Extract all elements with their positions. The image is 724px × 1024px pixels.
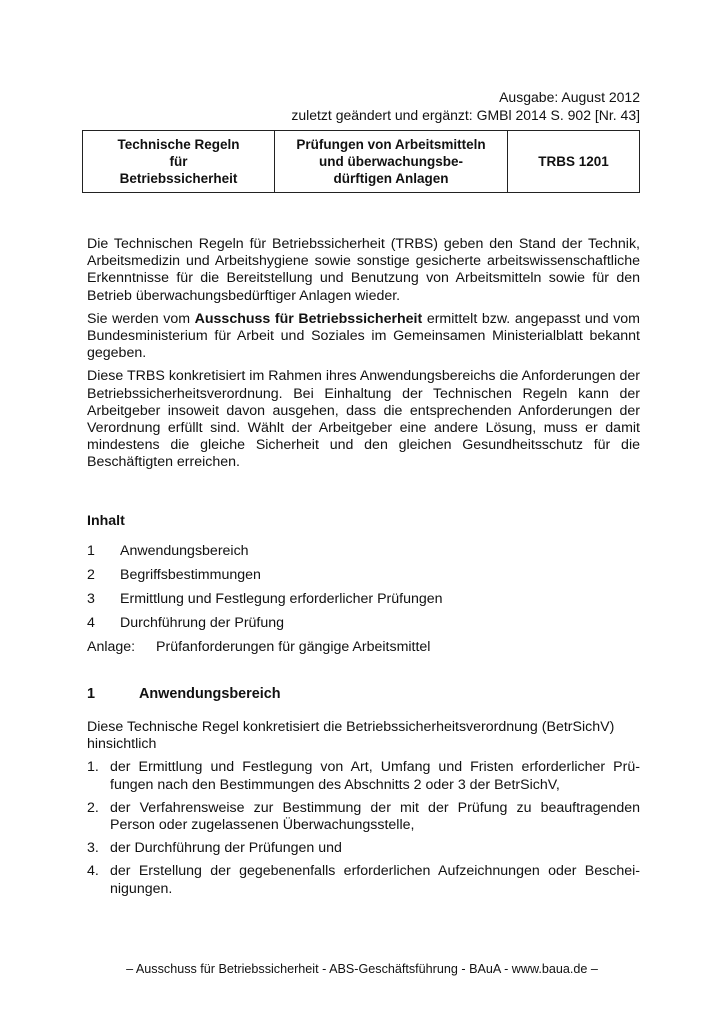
- toc-item-title: Ermittlung und Festlegung erforderlicher Prüfungen: [120, 591, 443, 607]
- intro-text: Sie werden vom: [87, 310, 195, 327]
- scope-list-item: [87, 863, 640, 897]
- header-table: [82, 130, 640, 193]
- header-cell-line: Betriebssicherheit: [119, 171, 238, 186]
- list-item-text: der Verfahrensweise zur Bestimmung der mit der Prüfung zu beauftragenden Person oder zugelassenen Überwachungsstelle,: [110, 799, 640, 834]
- toc-annex-title: Prüfanforderungen für gängige Arbeitsmittel: [156, 639, 431, 655]
- header-cell-line: und überwachungsbe-: [318, 154, 463, 169]
- edition-date: Ausgabe: August 2012: [499, 89, 640, 105]
- committee-name: Ausschuss für Betriebssicherheit: [194, 310, 423, 327]
- intro-paragraph-2: [87, 311, 640, 363]
- toc-item-title: Begriffsbestimmungen: [120, 567, 261, 583]
- header-cell-line: Prüfungen von Arbeitsmitteln: [296, 137, 486, 152]
- section-number: 1: [87, 686, 96, 702]
- toc-item-number: 4: [87, 615, 95, 631]
- intro-paragraph-3: Diese TRBS konkretisiert im Rahmen ihres Anwendungsbereichs die Anforderungen der Betriebssicherheitsverordnung. Bei Einhaltung der Technischen Regeln kann der Arbeitgeber insoweit davon ausgehen, dass die entsprechenden Anforderungen der Verordnung erfüllt sind. Wählt der Arbeitgeber eine andere Lösung, muss er damit mindestens die gleiche Sicherheit und den gleichen Gesundheitsschutz für die Beschäftigten erreichen.: [87, 368, 640, 471]
- header-cell-line: Technische Regeln: [117, 137, 240, 152]
- toc-item-number: 1: [87, 543, 95, 559]
- toc-heading: Inhalt: [87, 513, 125, 529]
- scope-list-item: [87, 800, 640, 834]
- toc-item-title: Durchführung der Prüfung: [120, 615, 285, 631]
- intro-paragraph-1: Die Technischen Regeln für Betriebssicherheit (TRBS) geben den Stand der Technik, Arbeitsmedizin und Arbeitshygiene sowie sonstige gesicherte arbeitswissenschaftliche Erkenntnisse für die Bereitstellung und Benutzung von Arbeitsmitteln sowie für den Betrieb überwachungsbedürftiger Anlagen wieder.: [87, 236, 640, 304]
- list-item-number: 4.: [87, 863, 99, 880]
- toc-item[interactable]: [87, 543, 249, 560]
- toc-annex-label: Anlage:: [87, 639, 136, 655]
- list-item-text: der Ermittlung und Festlegung von Art, Umfang und Fristen erforderlicher Prü-fungen nach den Bestimmungen des Abschnitts 2 oder 3 der BetrSichV,: [110, 759, 640, 793]
- toc-item[interactable]: [87, 591, 443, 608]
- intro-section: [87, 236, 640, 478]
- header-cell-line: dürftigen Anlagen: [333, 171, 449, 186]
- list-item-text: der Durchführung der Prüfungen und: [110, 840, 342, 857]
- page-footer: – Ausschuss für Betriebssicherheit - ABS-Geschäftsführung - BAuA - www.baua.de –: [126, 962, 598, 976]
- scope-list-item: [87, 759, 640, 793]
- section-title: Anwendungsbereich: [139, 686, 281, 702]
- list-item-number: 2.: [87, 799, 99, 816]
- edition-info: [291, 88, 640, 124]
- toc-item[interactable]: [87, 567, 261, 584]
- list-item-number: 1.: [87, 759, 99, 776]
- scope-list-item: [87, 840, 640, 857]
- toc-item[interactable]: [87, 615, 284, 632]
- edition-amendment: zuletzt geändert und ergänzt: GMBl 2014 S. 902 [Nr. 43]: [291, 107, 640, 123]
- section-intro: Diese Technische Regel konkretisiert die Betriebssicherheitsverordnung (BetrSichV) hinsichtlich: [87, 719, 615, 753]
- toc-item-number: 2: [87, 567, 95, 583]
- list-item-text: der Erstellung der gegebenenfalls erforderlichen Aufzeichnungen oder Beschei-nigungen.: [110, 863, 640, 897]
- section-heading: [87, 686, 281, 702]
- list-item-number: 3.: [87, 840, 99, 857]
- header-cell-title: [275, 131, 508, 193]
- header-cell-code: TRBS 1201: [508, 131, 640, 193]
- toc-item-title: Anwendungsbereich: [120, 543, 249, 559]
- toc-annex[interactable]: [87, 639, 430, 655]
- intro-text: ermittelt bzw. angepasst und vom Bundesministerium für Arbeit und Soziales im Gemeinsamen Ministerialblatt bekannt gegeben.: [87, 310, 640, 362]
- header-cell-regulation: [83, 131, 275, 193]
- toc-item-number: 3: [87, 591, 95, 607]
- section-body: [87, 719, 640, 904]
- header-cell-line: für: [169, 154, 188, 169]
